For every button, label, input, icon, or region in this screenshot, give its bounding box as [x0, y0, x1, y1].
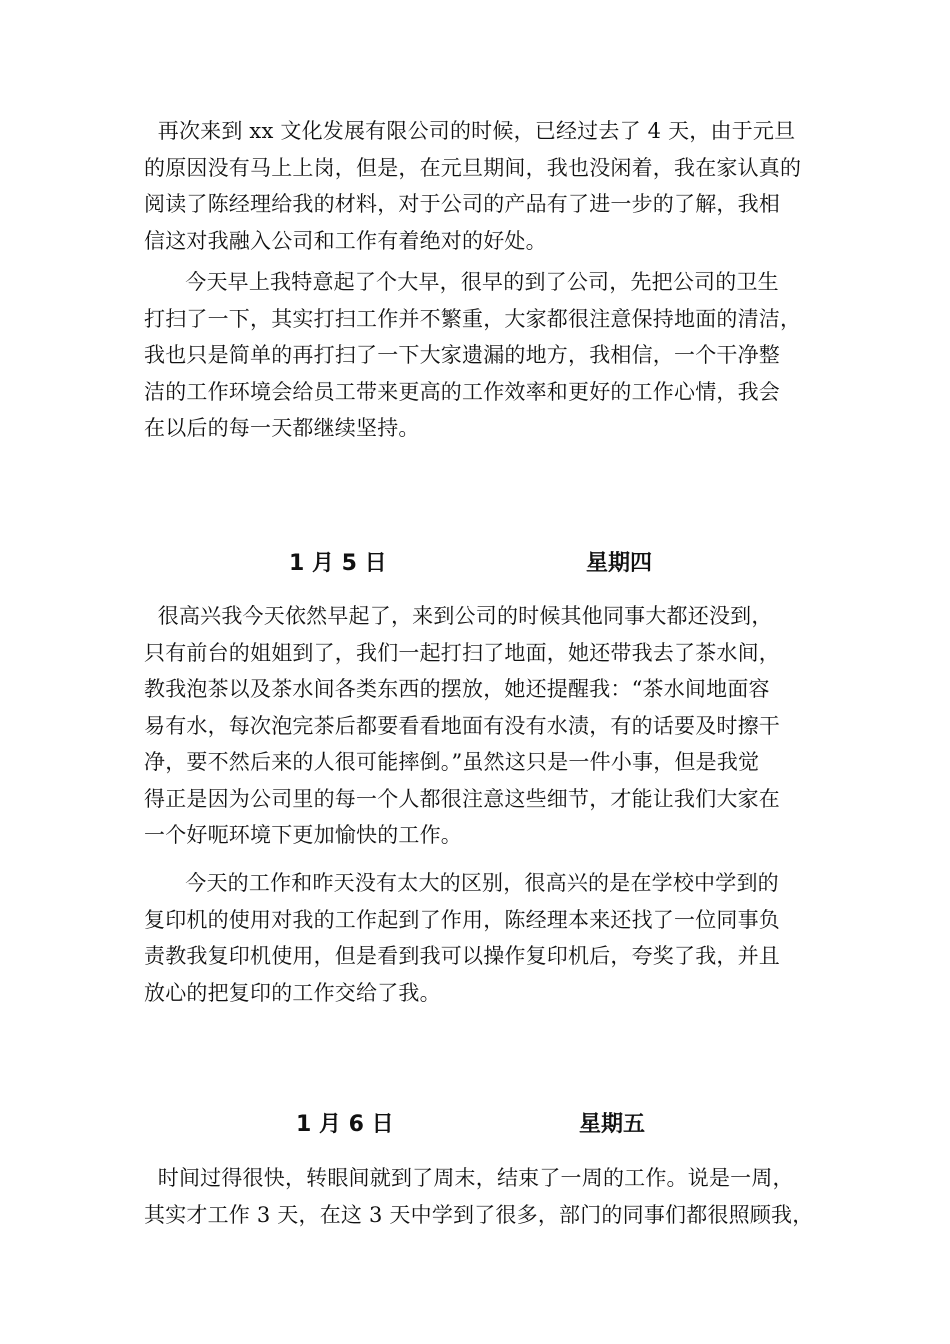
text-line: 时间过得很快，转眼间就到了周末，结束了一周的工作。说是一周，: [144, 1166, 794, 1190]
text-line: 净，要不然后来的人很可能摔倒。”虽然这只是一件小事，但是我觉: [144, 750, 760, 774]
paragraph-weekend: [144, 1160, 814, 1233]
text-line: 很高兴我今天依然早起了，来到公司的时候其他同事大都还没到，: [144, 604, 773, 628]
text-line: 责教我复印机使用，但是看到我可以操作复印机后，夸奖了我，并且: [144, 944, 780, 968]
text-line: 阅读了陈经理给我的材料，对于公司的产品有了进一步的了解，我相: [144, 192, 780, 216]
paragraph-tea-room: [144, 598, 814, 854]
paragraph-arrival: [144, 113, 814, 259]
text-line: 只有前台的姐姐到了，我们一起打扫了地面，她还带我去了茶水间，: [144, 640, 780, 665]
text-line: 信这对我融入公司和工作有着绝对的好处。: [144, 228, 547, 253]
heading-weekday-friday: 星期五: [579, 1112, 646, 1137]
heading-date-jan5: 1 月 5 日: [289, 551, 387, 576]
text-line: 打扫了一下，其实打扫工作并不繁重，大家都很注意保持地面的清洁，: [144, 306, 802, 331]
text-line: 得正是因为公司里的每一个人都很注意这些细节，才能让我们大家在: [144, 786, 780, 811]
text-line: 其实才工作 3 天，在这 3 天中学到了很多，部门的同事们都很照顾我，: [144, 1202, 814, 1227]
text-line: 今天的工作和昨天没有太大的区别，很高兴的是在学校中学到的: [144, 871, 779, 895]
paragraph-copier: [144, 865, 814, 1011]
text-line: 再次来到 xx 文化发展有限公司的时候，已经过去了 4 天，由于元旦: [144, 119, 796, 143]
text-line: 洁的工作环境会给员工带来更高的工作效率和更好的工作心情，我会: [144, 379, 780, 404]
text-line: 复印机的使用对我的工作起到了作用，陈经理本来还找了一位同事负: [144, 907, 780, 932]
heading-weekday-thursday: 星期四: [586, 551, 653, 576]
text-line: 今天早上我特意起了个大早，很早的到了公司，先把公司的卫生: [144, 270, 779, 294]
paragraph-cleaning: [144, 264, 814, 447]
text-line: 易有水，每次泡完茶后都要看看地面有没有水渍，有的话要及时擦干: [144, 713, 780, 738]
text-line: 我也只是简单的再打扫了一下大家遗漏的地方，我相信，一个干净整: [144, 343, 780, 367]
text-line: 在以后的每一天都继续坚持。: [144, 416, 420, 440]
heading-date-jan6: 1 月 6 日: [296, 1112, 394, 1137]
text-line: 一个好呃环境下更加愉快的工作。: [144, 823, 462, 847]
text-line: 教我泡茶以及茶水间各类东西的摆放，她还提醒我：“茶水间地面容: [144, 677, 770, 701]
text-line: 放心的把复印的工作交给了我。: [144, 980, 441, 1005]
text-line: 的原因没有马上上岗，但是，在元旦期间，我也没闲着，我在家认真的: [144, 155, 802, 180]
